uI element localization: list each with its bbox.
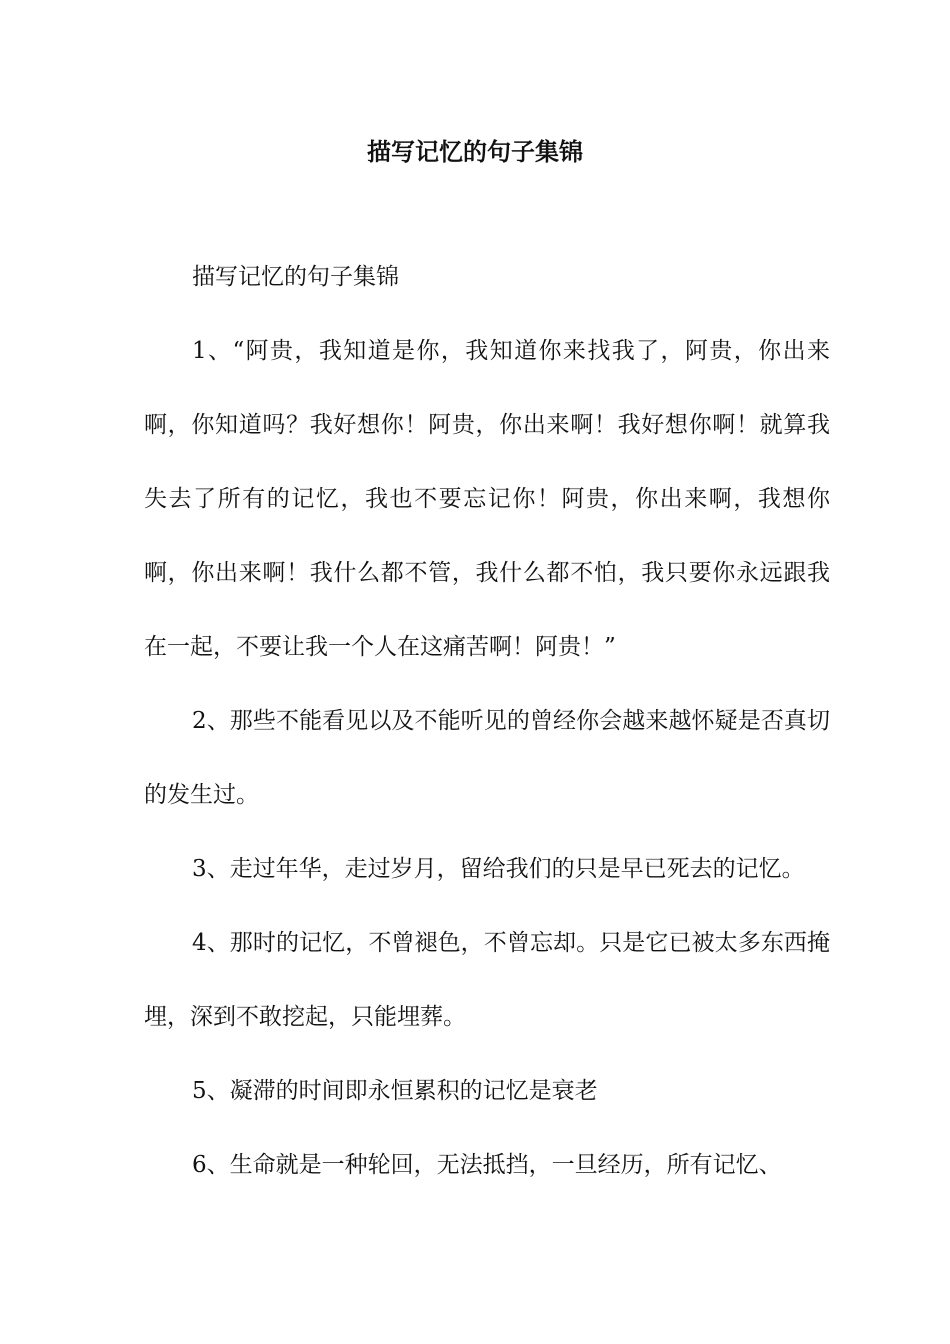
paragraph-6: 6、生命就是一种轮回，无法抵挡，一旦经历，所有记忆、 (192, 1152, 782, 1178)
document-body (144, 240, 830, 1202)
paragraph-5: 5、凝滞的时间即永恒累积的记忆是衰老 (192, 1078, 598, 1104)
paragraph-1: 1、“阿贵，我知道是你，我知道你来找我了，阿贵，你出来啊，你知道吗？我好想你！阿贵，你出来啊！我好想你啊！就算我失去了所有的记忆，我也不要忘记你！阿贵，你出来啊，我想你啊，你出来啊！我什么都不管，我什么都不怕，我只要你永远跟我在一起，不要让我一个人在这痛苦啊！阿贵！” (144, 338, 830, 660)
paragraph-4: 4、那时的记忆，不曾褪色，不曾忘却。只是它已被太多东西掩埋，深到不敢挖起，只能埋葬。 (144, 930, 830, 1030)
paragraph-2: 2、那些不能看见以及不能听见的曾经你会越来越怀疑是否真切的发生过。 (144, 708, 830, 808)
document-title: 描写记忆的句子集锦 (367, 138, 583, 166)
paragraph-subtitle: 描写记忆的句子集锦 (192, 264, 399, 290)
paragraph-3: 3、走过年华，走过岁月，留给我们的只是早已死去的记忆。 (192, 856, 805, 882)
